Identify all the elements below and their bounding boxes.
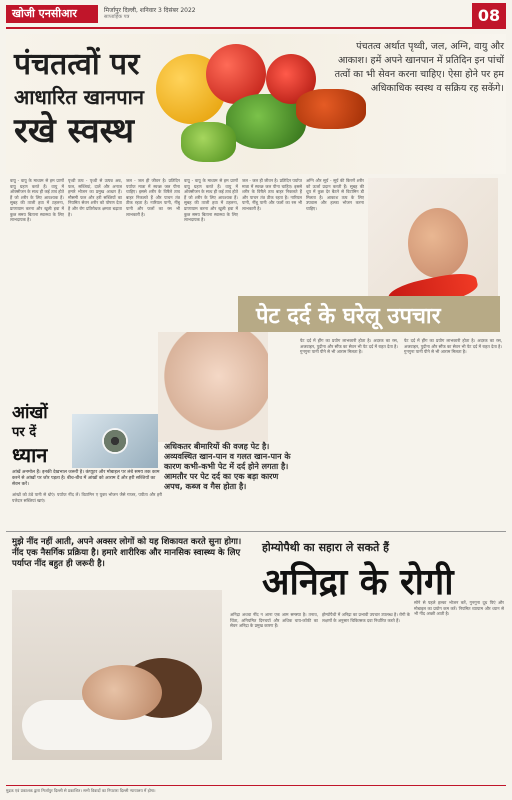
stomach-pain-photo xyxy=(158,332,268,442)
sleep-headline: अनिद्रा के रोगी xyxy=(262,561,454,603)
masthead xyxy=(0,0,512,34)
article-column: वायु - वायु के माध्यम से हम प्राणों वायु ग्रहण करते हैं। वायु में ऑक्सीजन के साथ ही कई तत्व होते हैं जो शरीर के लिए आवश्यक हैं। सुबह की ताजी हवा में टहलना, प्राणायाम करना और खुली हवा में कुछ समय बिताना स्वास्थ्य के लिए लाभदायक है। xyxy=(184,178,238,223)
section-lead: अधिकतर बीमारियों की वजह पेट है। अव्यवस्थित खान-पान व गलत खान-पान के कारण कभी-कभी पेट में दर्द होने लगता है। आमतौर पर पेट दर्द का एक बड़ा कारण अपच, कब्ज व गैस होता है। xyxy=(164,442,291,491)
eye-headline xyxy=(12,402,70,468)
footer-imprint: मुद्रक एवं प्रकाशक द्वारा मिर्जापुर दिल्ली से प्रकाशित। सभी विवादों का निपटारा दिल्ली न्यायालय में होगा। xyxy=(6,785,506,795)
section-banner xyxy=(238,296,500,332)
brand-label: खोजी एनसीआर xyxy=(6,5,98,23)
page-number: 08 xyxy=(472,3,506,29)
article-column: अग्नि और सूर्य - सूर्य की किरणें शरीर को ऊर्जा प्रदान करती हैं। सुबह की धूप में कुछ देर बैठने से विटामिन डी मिलता है। आकाश तत्व के लिए उपवास और हल्का भोजन करना चाहिए। xyxy=(306,178,364,211)
article-column: पृथ्वी तत्व - पृथ्वी से उत्पन्न अन्न, फल, सब्जियां, दालें और अनाज हमारे भोजन का प्रमुख आधार हैं। मौसमी फल और हरी सब्जियों का नियमित सेवन शरीर को पोषण देता है और रोग प्रतिरोधक क्षमता बढ़ाता है। xyxy=(68,178,122,217)
sleep-kicker: होम्योपैथी का सहारा ले सकते हैं xyxy=(262,541,389,554)
article-column: पेट दर्द में हींग का प्रयोग लाभकारी होता है। अदरक का रस, अजवाइन, पुदीना और सौंफ का सेवन भी पेट दर्द में राहत देता है। गुनगुना पानी पीने से भी आराम मिलता है। xyxy=(300,338,398,355)
article-column: जल - जल ही जीवन है। प्रतिदिन पर्याप्त मात्रा में स्वच्छ जल पीना चाहिए। इससे शरीर के विषैले तत्व बाहर निकलते हैं और पाचन तंत्र ठीक रहता है। नारियल पानी, नींबू पानी और फलों का रस भी लाभकारी है। xyxy=(242,178,302,211)
headline-line2: आधारित खानपान xyxy=(14,85,144,109)
article-column: अनिद्रा अथवा नींद न आना एक आम समस्या है। तनाव, चिंता, अनियमित दिनचर्या और अधिक चाय-कॉफी का सेवन अनिद्रा के प्रमुख कारण हैं। xyxy=(230,612,318,629)
dateline: मिर्जापुर दिल्ली, शनिवार 3 दिसंबर 2022 xyxy=(104,7,196,14)
eye-image xyxy=(102,428,128,454)
article-column: सोने से पहले हल्का भोजन करें, गुनगुना दूध पिएं और मोबाइल का प्रयोग कम करें। नियमित व्यायाम और ध्यान से भी नींद अच्छी आती है। xyxy=(414,600,504,617)
header-rule xyxy=(6,27,476,29)
eye-headline-line1: आंखों xyxy=(12,403,48,423)
dateline-secondary: साप्ताहिक पत्र xyxy=(104,14,130,20)
eye-exam-photo xyxy=(72,414,158,468)
headline-line1: पंचतत्वों पर xyxy=(14,47,140,82)
photo-detail xyxy=(408,208,468,278)
photo-detail xyxy=(82,665,162,720)
sleep-lead: मुझे नींद नहीं आती, अपने अक्सर लोगों को यह शिकायत करते सुना होगा। नींद एक नैसर्गिक प्रक्रिया है। हमारे शारीरिक और मानसिक स्वास्थ्य के लिए पर्याप्त नींद बहुत ही जरूरी है। xyxy=(12,537,242,569)
section-divider xyxy=(6,531,506,532)
hero-banner xyxy=(6,34,506,174)
eye-headline-line3: ध्यान xyxy=(12,443,48,467)
hero-intro: पंचतत्व अर्थात पृथ्वी, जल, अग्नि, वायु और आकाश। हमें अपने खानपान में प्रतिदिन इन पांचों तत्वों का भी सेवन करना चाहिए। ऐसा होने पर हम अधिकाधिक स्वस्थ व सक्रिय रह सकेंगे। xyxy=(334,41,504,94)
sleeping-woman-photo xyxy=(12,590,222,760)
eye-lead: आंखें अनमोल हैं। इनकी देखभाल जरूरी है। कंप्यूटर और मोबाइल पर लंबे समय तक काम करने से आंखों पर जोर पड़ता है। बीच-बीच में आंखों को आराम दें और हरी सब्जियों का सेवन करें। xyxy=(12,470,160,487)
article-column: जल - जल ही जीवन है। प्रतिदिन पर्याप्त मात्रा में स्वच्छ जल पीना चाहिए। इससे शरीर के विषैले तत्व बाहर निकलते हैं और पाचन तंत्र ठीक रहता है। नारियल पानी, नींबू पानी और फलों का रस भी लाभकारी है। xyxy=(126,178,180,217)
article-column: आंखों को ठंडे पानी से धोएं। पर्याप्त नींद लें। विटामिन ए युक्त भोजन जैसे गाजर, पपीता और हरी पत्तेदार सब्जियां खाएं। xyxy=(12,492,162,503)
eye-headline-line2: पर दें xyxy=(12,425,37,440)
article-column: होम्योपैथी में अनिद्रा का प्रभावी उपचार उपलब्ध है। रोगी के लक्षणों के अनुसार चिकित्सक दवा निर्धारित करते हैं। xyxy=(322,612,410,623)
article-column: वायु - वायु के माध्यम से हम प्राणों वायु ग्रहण करते हैं। वायु में ऑक्सीजन के साथ ही कई तत्व होते हैं जो शरीर के लिए आवश्यक हैं। सुबह की ताजी हवा में टहलना, प्राणायाम करना और खुली हवा में कुछ समय बिताना स्वास्थ्य के लिए लाभदायक है। xyxy=(10,178,64,223)
article-column: पेट दर्द में हींग का प्रयोग लाभकारी होता है। अदरक का रस, अजवाइन, पुदीना और सौंफ का सेवन भी पेट दर्द में राहत देता है। गुनगुना पानी पीने से भी आराम मिलता है। xyxy=(404,338,502,355)
headline xyxy=(14,46,224,152)
section-title: पेट दर्द के घरेलू उपचार xyxy=(256,303,441,329)
headline-line3: रखे स्वस्थ xyxy=(14,111,134,151)
